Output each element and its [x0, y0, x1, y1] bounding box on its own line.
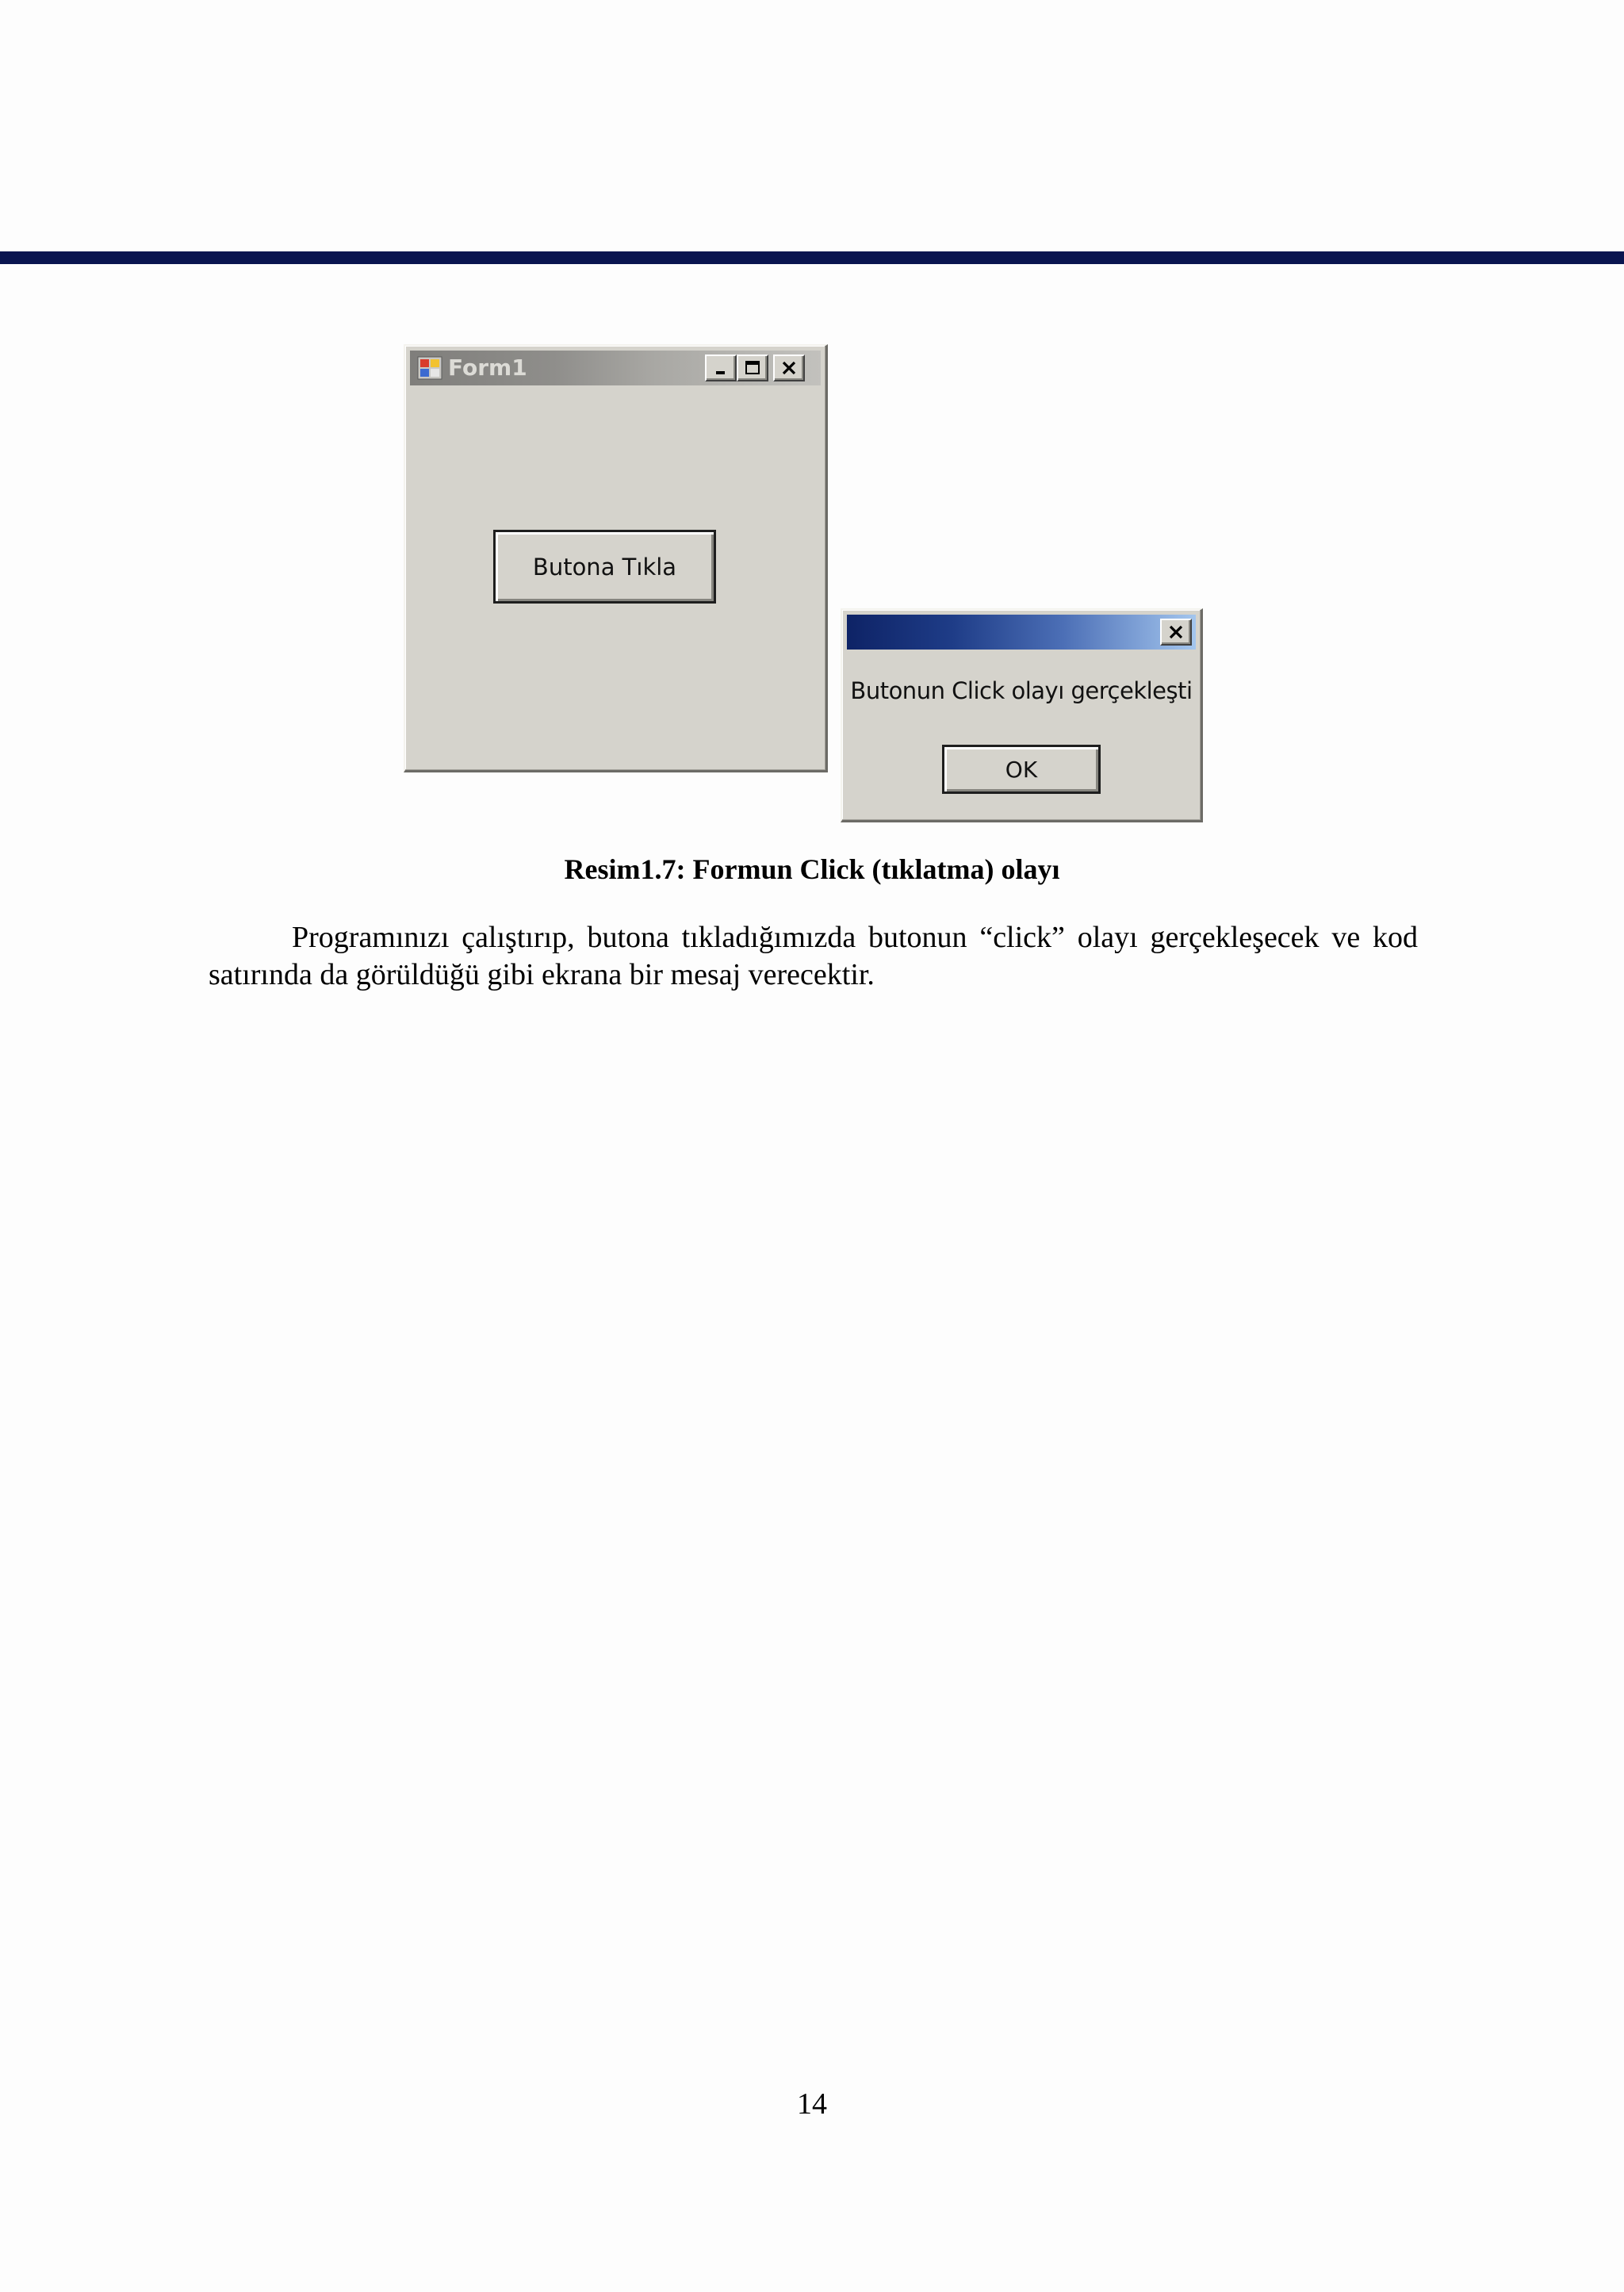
minimize-button[interactable] [705, 355, 737, 381]
form1-titlebar[interactable] [410, 351, 821, 385]
minimize-icon [713, 360, 729, 376]
click-me-button[interactable]: Butona Tıkla [493, 530, 716, 604]
page-number: 14 [797, 2087, 827, 2121]
ok-button[interactable]: OK [942, 745, 1101, 794]
maximize-icon [744, 359, 761, 377]
message-box-text: Butonun Click olayı gerçekleşti [850, 677, 1193, 704]
message-box [841, 608, 1203, 822]
close-button[interactable] [773, 355, 805, 381]
header-rule [0, 251, 1624, 264]
message-box-titlebar[interactable] [847, 615, 1196, 650]
maximize-button[interactable] [737, 355, 768, 381]
app-icon [417, 356, 442, 380]
close-icon [780, 359, 798, 377]
message-box-close-button[interactable] [1160, 619, 1192, 646]
form1-window [404, 344, 828, 772]
body-paragraph: Programınızı çalıştırıp, butona tıkladığımızda butonun “click” olayı gerçekleşecek ve kod satırında da görüldüğü gibi ekrana bir mesaj verecektir. [209, 921, 1418, 991]
close-icon [1167, 623, 1185, 641]
form1-title: Form1 [448, 355, 527, 381]
figure-caption: Resim1.7: Formun Click (tıklatma) olayı [564, 853, 1060, 885]
